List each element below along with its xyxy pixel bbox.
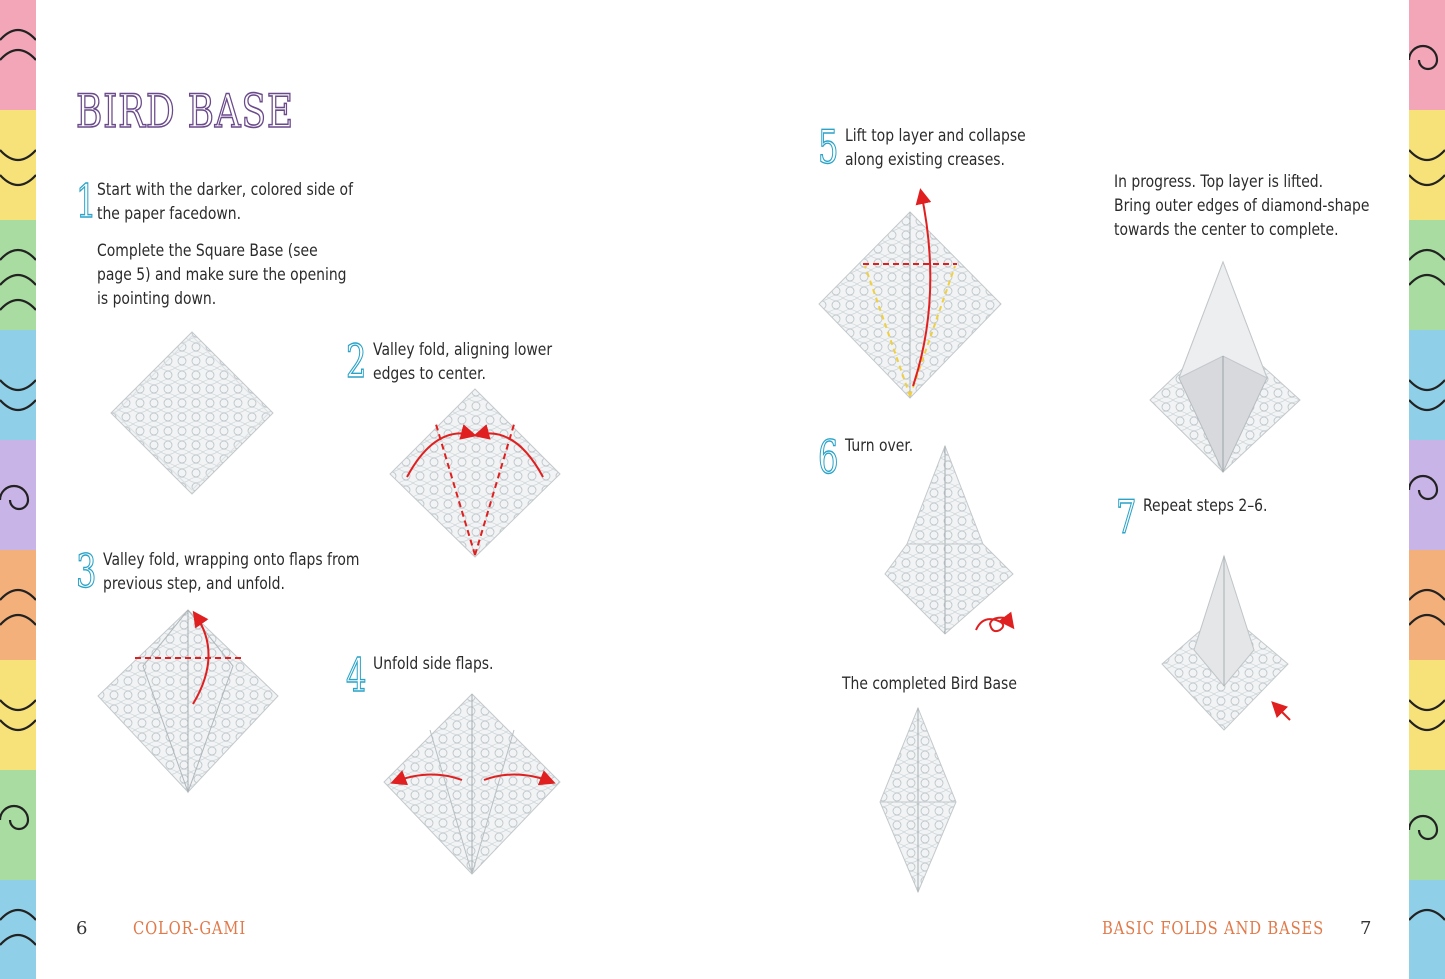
step-line: page 5) and make sure the opening [97, 265, 347, 285]
step-number: 5 [818, 120, 839, 174]
step-line: Repeat steps 2–6. [1143, 496, 1268, 516]
step-text [97, 178, 353, 311]
step-line: the paper facedown. [97, 204, 242, 224]
step-line: Lift top layer and collapse [845, 126, 1026, 146]
step-line: Valley fold, wrapping onto flaps from [103, 550, 360, 570]
decorative-border-right [1409, 0, 1445, 979]
step-line: Turn over. [845, 436, 914, 456]
step4-unfold-flaps-diagram [380, 690, 565, 880]
step-line: Start with the darker, colored side of [97, 180, 353, 200]
step-text [1143, 494, 1267, 518]
in-progress-diagram [1145, 260, 1305, 480]
page-title: BIRD BASE [76, 84, 294, 138]
note-line: Bring outer edges of diamond-shape [1114, 196, 1370, 216]
note-line: towards the center to complete. [1114, 220, 1339, 240]
completed-caption: The completed Bird Base [842, 674, 1017, 694]
note-line: In progress. Top layer is lifted. [1114, 172, 1324, 192]
step-line: Valley fold, aligning lower [373, 340, 553, 360]
step-line: Unfold side flaps. [373, 654, 494, 674]
step-text [845, 124, 1026, 172]
step-number: 6 [818, 430, 839, 484]
step5-collapse-diagram [815, 186, 1005, 401]
step-number: 7 [1116, 490, 1137, 544]
step-number: 4 [346, 648, 367, 702]
decorative-border-left [0, 0, 36, 979]
step-number: 2 [346, 334, 367, 388]
step-text [373, 338, 552, 386]
step-text [103, 548, 359, 596]
step-number: 3 [76, 544, 97, 598]
progress-note [1114, 170, 1369, 242]
page-number-left: 6 [76, 918, 88, 939]
step-line: along existing creases. [845, 150, 1005, 170]
step6-turn-over-diagram [885, 444, 1020, 639]
page-number-right: 7 [1360, 918, 1372, 939]
running-head-left: COLOR-GAMI [133, 918, 246, 939]
completed-bird-base-diagram [876, 706, 960, 896]
turn-over-icon [972, 612, 1020, 636]
step-line: previous step, and unfold. [103, 574, 285, 594]
step1-square-base-diagram [105, 326, 280, 501]
step2-valley-fold-diagram [385, 385, 565, 560]
step7-repeat-diagram [1158, 554, 1298, 734]
step-line: Complete the Square Base (see [97, 241, 318, 261]
step-text [373, 652, 493, 676]
step-line: is pointing down. [97, 289, 217, 309]
step-number: 1 [76, 174, 97, 228]
running-head-right: BASIC FOLDS AND BASES [1102, 918, 1325, 939]
step3-fold-unfold-diagram [93, 604, 283, 799]
step-line: edges to center. [373, 364, 486, 384]
